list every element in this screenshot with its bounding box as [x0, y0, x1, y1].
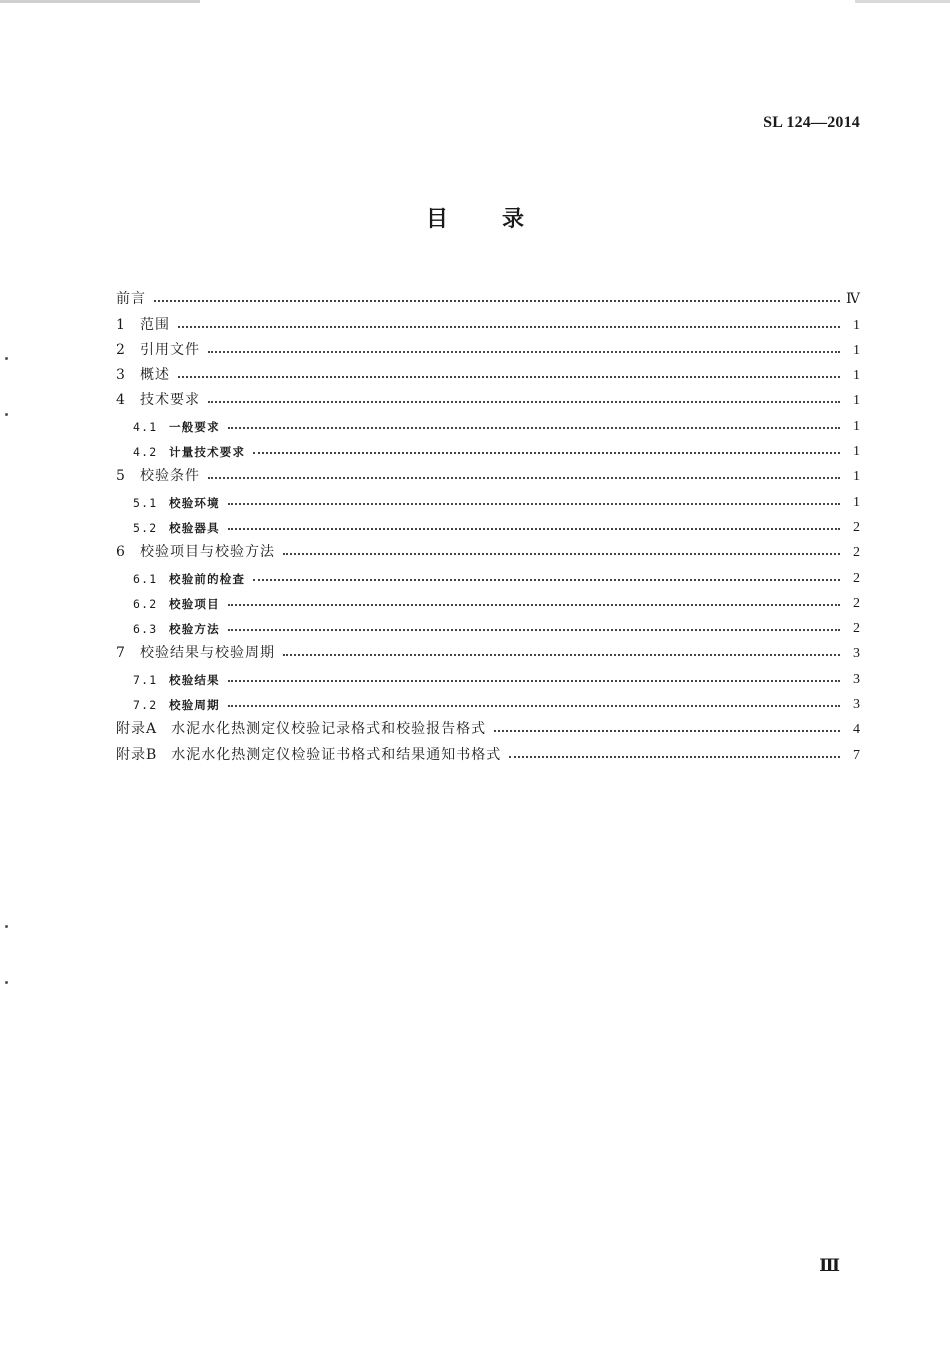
toc-entry-page: 1 — [853, 393, 860, 409]
toc-entry-title: 校验结果 — [169, 672, 220, 687]
toc-entry-label — [116, 288, 146, 308]
margin-dot — [5, 357, 8, 360]
toc-entry-page: 2 — [853, 545, 860, 561]
margin-dot — [5, 413, 8, 416]
toc-entry-page: 3 — [853, 671, 860, 687]
toc-entry-label — [116, 444, 245, 460]
toc-entry-number: 5 — [116, 468, 126, 485]
toc-entry[interactable] — [116, 713, 860, 738]
toc-dot-leader — [253, 452, 840, 454]
toc-entry-title: 水泥水化热测定仪检验证书格式和结果通知书格式 — [171, 746, 502, 763]
toc-entry-label — [116, 718, 486, 738]
table-of-contents — [116, 283, 860, 764]
toc-entry[interactable] — [116, 334, 860, 359]
toc-entry-label — [116, 314, 170, 334]
toc-entry-label — [116, 339, 200, 359]
toc-entry-page: 1 — [853, 368, 860, 384]
toc-entry-title: 校验环境 — [169, 495, 220, 510]
toc-entry-page: 1 — [853, 317, 860, 333]
toc-entry-page: 3 — [853, 646, 860, 662]
toc-dot-leader — [228, 629, 840, 631]
toc-dot-leader — [178, 376, 840, 378]
toc-dot-leader — [228, 604, 840, 606]
toc-entry[interactable] — [116, 435, 860, 460]
toc-entry[interactable] — [116, 587, 860, 612]
margin-dot — [5, 925, 8, 928]
toc-entry-page: 2 — [853, 519, 860, 535]
toc-entry-title: 水泥水化热测定仪校验记录格式和校验报告格式 — [171, 721, 487, 738]
toc-entry-page: 2 — [853, 595, 860, 611]
toc-entry-label — [116, 744, 501, 764]
toc-entry-title: 校验方法 — [169, 622, 220, 637]
toc-entry-title: 概述 — [140, 367, 170, 384]
toc-entry[interactable] — [116, 384, 860, 409]
toc-entry-label — [116, 642, 275, 662]
toc-dot-leader — [208, 401, 840, 403]
toc-entry-title: 一般要求 — [169, 419, 220, 434]
toc-entry[interactable] — [116, 738, 860, 763]
toc-entry-label — [116, 364, 170, 384]
toc-entry-page: 3 — [853, 697, 860, 713]
toc-entry-label — [116, 596, 220, 612]
toc-entry-title: 校验结果与校验周期 — [140, 645, 275, 662]
toc-entry-number: 附录A — [116, 721, 158, 738]
toc-entry-number: 1 — [116, 316, 126, 333]
toc-entry-number: 7.1 — [133, 672, 158, 687]
toc-entry-number: 附录B — [116, 746, 158, 763]
toc-entry-number: 4.1 — [133, 419, 158, 434]
toc-entry-title: 引用文件 — [140, 341, 200, 358]
toc-entry[interactable] — [116, 308, 860, 333]
toc-entry-page: 2 — [853, 621, 860, 637]
toc-dot-leader — [154, 300, 840, 302]
toc-dot-leader — [228, 680, 840, 682]
toc-dot-leader — [283, 553, 840, 555]
toc-dot-leader — [228, 503, 840, 505]
toc-entry[interactable] — [116, 511, 860, 536]
toc-entry-page: 7 — [853, 747, 860, 763]
toc-entry-number: 6.2 — [133, 596, 158, 611]
toc-entry-number: 7 — [116, 645, 126, 662]
toc-entry-page: 1 — [853, 418, 860, 434]
toc-entry[interactable] — [116, 283, 860, 308]
toc-entry[interactable] — [116, 662, 860, 687]
toc-entry-label — [116, 495, 220, 511]
toc-entry[interactable] — [116, 637, 860, 662]
toc-entry[interactable] — [116, 536, 860, 561]
toc-dot-leader — [178, 326, 840, 328]
toc-entry-title: 校验条件 — [140, 468, 200, 485]
toc-dot-leader — [494, 730, 840, 732]
toc-dot-leader — [228, 427, 840, 429]
toc-entry-label — [116, 419, 220, 435]
toc-entry-title: 校验器具 — [169, 520, 220, 535]
toc-entry-label — [116, 389, 200, 409]
toc-entry-label — [116, 672, 220, 688]
standard-code: SL 124—2014 — [763, 114, 860, 131]
toc-entry-title: 前言 — [116, 291, 146, 308]
toc-entry-title: 计量技术要求 — [169, 445, 246, 460]
toc-entry-label — [116, 697, 220, 713]
margin-dot — [5, 981, 8, 984]
page-number: Ⅲ — [819, 1256, 840, 1275]
toc-dot-leader — [208, 351, 840, 353]
toc-dot-leader — [228, 528, 840, 530]
toc-entry-number: 4 — [116, 392, 126, 409]
toc-dot-leader — [253, 579, 840, 581]
toc-entry-label — [116, 541, 275, 561]
toc-entry[interactable] — [116, 485, 860, 510]
toc-entry-page: 1 — [853, 342, 860, 358]
toc-entry-title: 校验项目 — [169, 596, 220, 611]
page-title: 目录 — [425, 207, 578, 232]
toc-entry[interactable] — [116, 460, 860, 485]
toc-entry-page: 1 — [853, 494, 860, 510]
toc-entry-number: 6 — [116, 544, 126, 561]
toc-entry-number: 4.2 — [133, 445, 158, 460]
toc-entry[interactable] — [116, 612, 860, 637]
toc-entry-number: 5.2 — [133, 520, 158, 535]
toc-entry-number: 3 — [116, 367, 126, 384]
scan-edge-mark-right — [855, 0, 950, 3]
toc-entry-number: 2 — [116, 341, 126, 358]
toc-entry-title: 校验项目与校验方法 — [140, 544, 275, 561]
toc-entry-number: 6.1 — [133, 571, 158, 586]
toc-dot-leader — [283, 654, 840, 656]
toc-entry-page: 4 — [853, 722, 860, 738]
toc-dot-leader — [228, 705, 840, 707]
toc-entry-label — [116, 465, 200, 485]
toc-entry-title: 技术要求 — [140, 392, 200, 409]
toc-entry-page: 1 — [853, 444, 860, 460]
toc-entry[interactable] — [116, 409, 860, 434]
toc-entry-number: 7.2 — [133, 698, 158, 713]
toc-entry-label — [116, 520, 220, 536]
toc-entry[interactable] — [116, 561, 860, 586]
toc-dot-leader — [208, 477, 840, 479]
toc-entry-label — [116, 621, 220, 637]
toc-entry-title: 范围 — [140, 316, 170, 333]
toc-dot-leader — [509, 756, 840, 758]
toc-entry[interactable] — [116, 688, 860, 713]
toc-entry-number: 6.3 — [133, 622, 158, 637]
toc-entry-title: 校验周期 — [169, 698, 220, 713]
toc-entry-number: 5.1 — [133, 495, 158, 510]
toc-entry-page: 1 — [853, 469, 860, 485]
scan-edge-mark — [0, 0, 200, 3]
toc-entry-title: 校验前的检查 — [169, 571, 246, 586]
toc-entry-page: Ⅳ — [846, 292, 860, 308]
toc-entry[interactable] — [116, 359, 860, 384]
toc-entry-label — [116, 571, 245, 587]
toc-entry-page: 2 — [853, 570, 860, 586]
